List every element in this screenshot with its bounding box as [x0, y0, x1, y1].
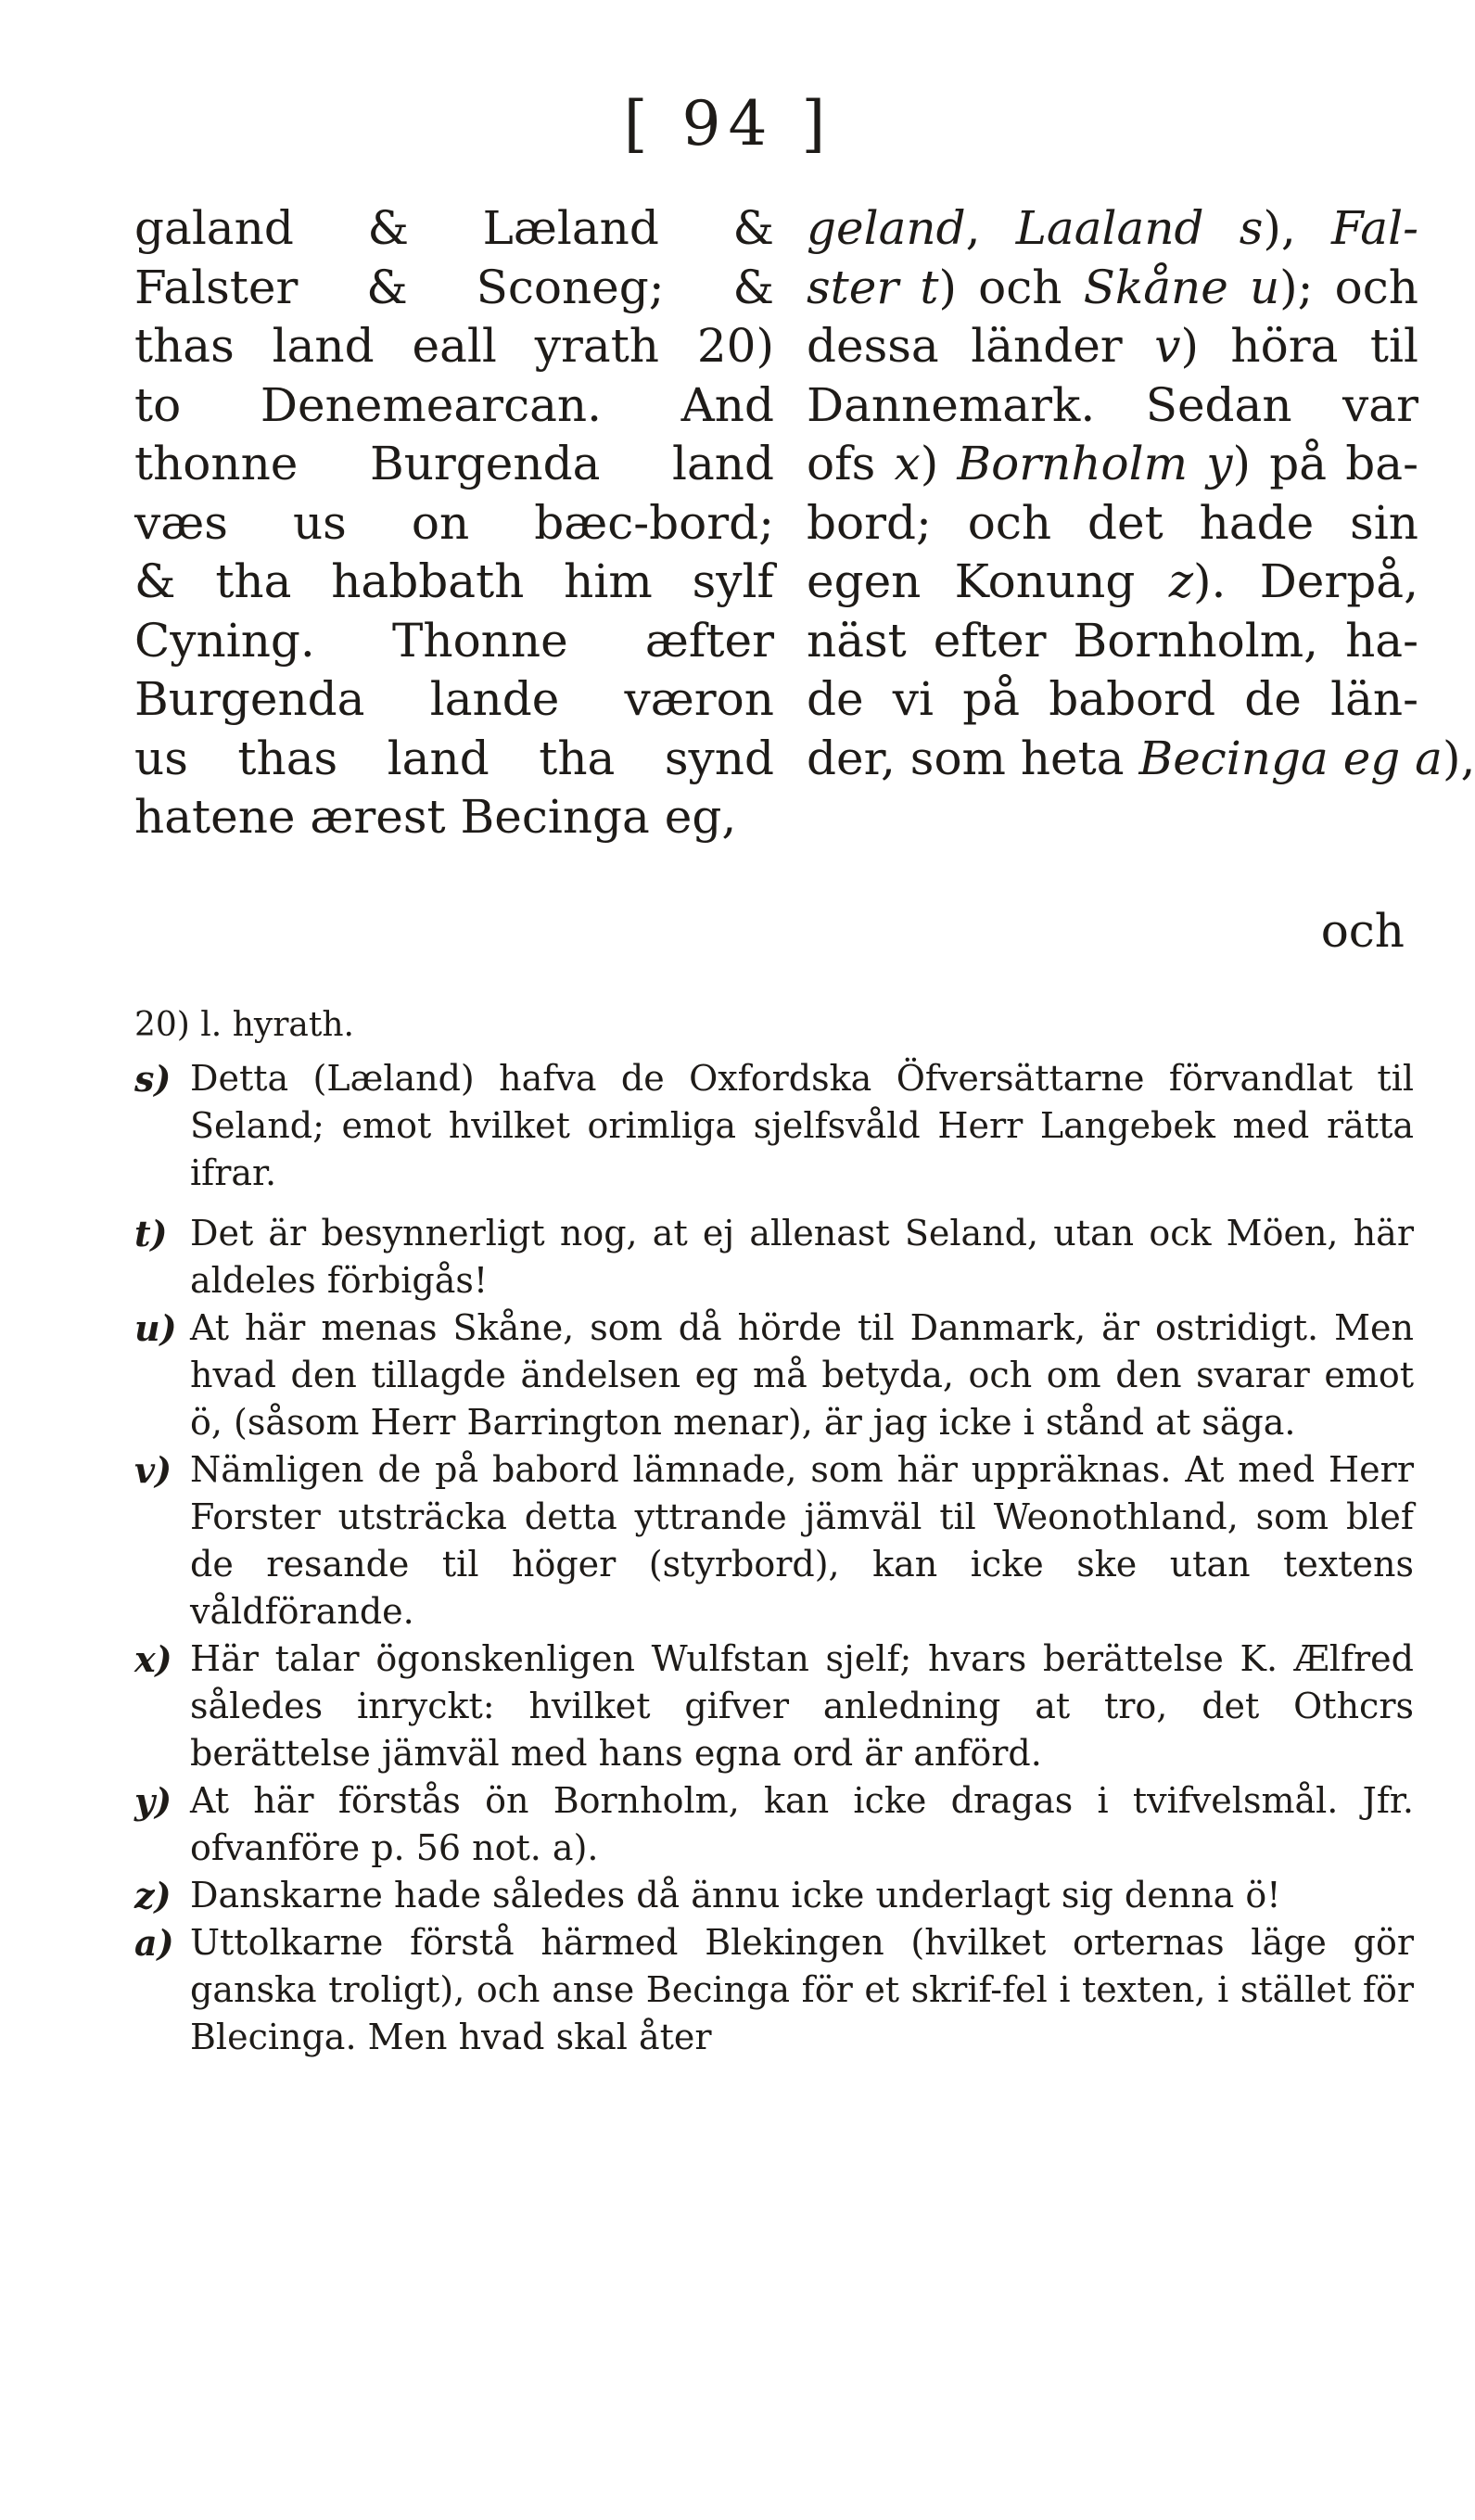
- translation-line: [807, 259, 1418, 318]
- italic-word: v: [1154, 319, 1181, 373]
- footnote-text: Danskarne hade således då ännu icke underlagt sig denna ö!: [190, 1875, 1281, 1915]
- old-english-line: hatene ærest Becinga eg,: [134, 790, 737, 844]
- italic-word: Becinga eg a: [1138, 731, 1443, 785]
- old-english-column: [134, 199, 774, 847]
- swedish-translation-column: [807, 199, 1475, 788]
- footnote-marker: s): [134, 1058, 172, 1100]
- text-run: dessa länder: [807, 319, 1155, 373]
- footnotes: [134, 1055, 1414, 2061]
- italic-word: Bornholm y: [957, 437, 1233, 490]
- old-english-line: galand & Læland &: [134, 201, 774, 255]
- footnote-text: At här förstås ön Bornholm, kan icke dragas i tvifvelsmål. Jfr. ofvanföre p. 56 not. a).: [190, 1780, 1414, 1868]
- old-english-line: & tha habbath him sylf: [134, 554, 774, 608]
- italic-word: x: [894, 437, 921, 490]
- italic-word: Skåne u: [1083, 260, 1280, 314]
- text-run: ): [920, 437, 958, 490]
- footnote-a: [134, 1919, 1414, 2061]
- old-english-line: Burgenda lande væron: [134, 672, 774, 726]
- footnote-y: [134, 1777, 1414, 1872]
- footnote-x: [134, 1635, 1414, 1777]
- translation-line: [807, 730, 1475, 789]
- footnote-text: Uttolkarne förstå härmed Blekingen (hvilket orternas läge gör ganska troligt), och anse Becinga för et skrif-fel i texten, i stället för Blecinga. Men hvad skal åter: [190, 1922, 1414, 2057]
- translation-line: Dannemark. Sedan var: [807, 377, 1418, 432]
- footnote-text: Det är besynnerligt nog, at ej allenast Seland, utan ock Möen, här aldeles förbigås!: [190, 1213, 1414, 1301]
- text-run: ). Derpå,: [1193, 554, 1418, 608]
- text-run: egen Konung: [807, 554, 1169, 608]
- footnote-marker: t): [134, 1213, 168, 1254]
- old-english-line: thas land eall yrath 20): [134, 319, 774, 373]
- old-english-line: thonne Burgenda land: [134, 437, 774, 490]
- translation-line: [807, 553, 1418, 612]
- text-run: ,: [965, 201, 1016, 255]
- footnote-text: Här talar ögonskenligen Wulfstan sjelf; hvars berättelse K. Ælfred således inryckt: hvilket gifver anledning at tro, det Othcrs berättelse jämväl med hans egna ord är anförd.: [190, 1638, 1414, 1774]
- footnote-marker: a): [134, 1922, 174, 1964]
- old-english-line: Cyning. Thonne æfter: [134, 613, 774, 668]
- text-run: ) och: [938, 260, 1084, 314]
- text-run: der, som heta: [807, 731, 1139, 785]
- italic-word: geland: [807, 201, 966, 255]
- text-run: ),: [1263, 201, 1331, 255]
- footnote-marker: u): [134, 1307, 177, 1349]
- old-english-line: væs us on bæc-bord;: [134, 495, 774, 550]
- page-number-header: [ 94 ]: [623, 88, 833, 159]
- footnote-text: Detta (Læland) hafva de Oxfordska Öfversättarne förvandlat til Seland; emot hvilket orimliga sjelfsvåld Herr Langebek med rätta ifrar.: [190, 1058, 1414, 1193]
- footnote-text: Nämligen de på babord lämnade, som här uppräknas. At med Herr Forster utsträcka detta yttrande jämväl til Weonothland, som blef de resande til höger (styrbord), kan icke ske utan textens våldförande.: [190, 1449, 1414, 1632]
- footnote-marker: v): [134, 1449, 172, 1491]
- old-english-line: us thas land tha synd: [134, 731, 774, 785]
- translation-line: bord; och det hade sin: [807, 495, 1418, 550]
- footnote-t: [134, 1210, 1414, 1305]
- translation-line: näst efter Bornholm, ha-: [807, 613, 1418, 668]
- text-run: ),: [1443, 731, 1475, 785]
- text-run: ); och: [1279, 260, 1418, 314]
- footnote-text: At här menas Skåne, som då hörde til Danmark, är ostridigt. Men hvad den tillagde ändelsen eg må betyda, och om den svarar emot ö, (såsom Herr Barrington menar), är jag icke i stånd at säga.: [190, 1307, 1414, 1443]
- catchword: och: [1320, 904, 1405, 958]
- old-english-line: Falster & Sconeg; &: [134, 260, 774, 314]
- translation-line: [807, 317, 1418, 376]
- footnote-z: [134, 1872, 1414, 1919]
- translation-line: [807, 199, 1418, 259]
- translation-line: [807, 435, 1418, 494]
- translation-line: de vi på babord de län-: [807, 672, 1418, 726]
- footnote-s: [134, 1055, 1414, 1197]
- italic-word: z: [1168, 554, 1194, 608]
- italic-word: Laaland s: [1015, 201, 1264, 255]
- old-english-line: to Denemearcan. And: [134, 377, 774, 432]
- footnote-20: 20) l. hyrath.: [134, 1006, 354, 1044]
- footnote-marker: y): [134, 1780, 172, 1822]
- footnote-v: [134, 1446, 1414, 1635]
- italic-word: Fal-: [1331, 201, 1418, 255]
- footnote-marker: x): [134, 1638, 172, 1680]
- text-run: ofs: [807, 437, 895, 490]
- footnote-marker: z): [134, 1875, 172, 1916]
- italic-word: ster t: [807, 260, 939, 314]
- footnote-u: [134, 1305, 1414, 1446]
- text-run: ) höra til: [1180, 319, 1418, 373]
- text-run: ) på ba-: [1232, 437, 1418, 490]
